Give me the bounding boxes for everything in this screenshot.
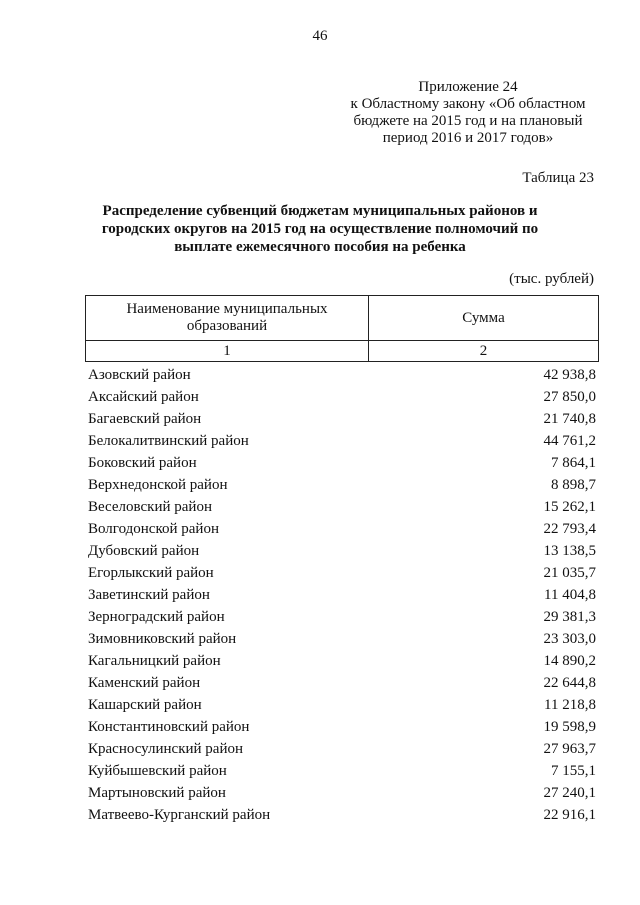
municipality-name: Зимовниковский район (88, 631, 237, 647)
page-number: 46 (312, 28, 328, 44)
appendix-line: к Областному закону «Об областном (350, 96, 586, 112)
municipality-name: Волгодонской район (88, 521, 219, 537)
municipality-name: Верхнедонской район (88, 477, 228, 493)
subvention-amount: 11 218,8 (544, 697, 596, 713)
table-row (88, 562, 596, 584)
municipality-name: Куйбышевский район (88, 763, 227, 779)
subvention-amount: 14 890,2 (543, 653, 596, 669)
municipality-name: Веселовский район (88, 499, 212, 515)
municipality-name: Азовский район (88, 367, 191, 383)
appendix-header (338, 79, 598, 147)
subvention-amount: 11 404,8 (544, 587, 596, 603)
municipality-name: Багаевский район (88, 411, 202, 427)
table-row (88, 672, 596, 694)
subvention-amount: 27 240,1 (543, 785, 596, 801)
table-row (88, 716, 596, 738)
table-row (88, 430, 596, 452)
column-number-1: 1 (86, 341, 369, 362)
subvention-amount: 7 155,1 (551, 763, 596, 779)
table-label: Таблица 23 (522, 170, 594, 186)
subvention-amount: 27 963,7 (543, 741, 596, 757)
table-row (88, 408, 596, 430)
municipality-name: Кагальницкий район (88, 653, 221, 669)
municipality-name: Заветинский район (88, 587, 210, 603)
municipality-name: Мартыновский район (88, 785, 226, 801)
table-row (88, 694, 596, 716)
subvention-amount: 21 035,7 (543, 565, 596, 581)
column-number-2: 2 (369, 341, 599, 362)
title-line: городских округов на 2015 год на осуществление полномочий по (101, 221, 539, 237)
column-header-sum: Сумма (369, 296, 599, 341)
municipality-name: Каменский район (88, 675, 201, 691)
column-header-name-line: Наименование муниципальных (126, 301, 328, 317)
subvention-amount: 19 598,9 (543, 719, 596, 735)
table-row (88, 496, 596, 518)
municipality-name: Зерноградский район (88, 609, 225, 625)
table-row (88, 540, 596, 562)
table-row (88, 364, 596, 386)
subvention-amount: 44 761,2 (543, 433, 596, 449)
table-row (88, 650, 596, 672)
table-row (88, 518, 596, 540)
subvention-amount: 21 740,8 (543, 411, 596, 427)
table-row (88, 474, 596, 496)
appendix-line: Приложение 24 (418, 79, 518, 95)
table-row (88, 760, 596, 782)
table-row (88, 606, 596, 628)
table-row (88, 804, 596, 826)
document-title (100, 202, 540, 256)
table-row (88, 386, 596, 408)
appendix-line: бюджете на 2015 год и на плановый (353, 113, 583, 129)
table-row (88, 782, 596, 804)
subvention-amount: 15 262,1 (543, 499, 596, 515)
subvention-amount: 23 303,0 (543, 631, 596, 647)
subvention-amount: 42 938,8 (543, 367, 596, 383)
units-label: (тыс. рублей) (509, 271, 594, 287)
municipality-name: Константиновский район (88, 719, 250, 735)
subvention-amount: 22 644,8 (543, 675, 596, 691)
table-row (88, 452, 596, 474)
column-header-name-line: образований (186, 318, 268, 334)
municipality-name: Аксайский район (88, 389, 199, 405)
subvention-amount: 27 850,0 (543, 389, 596, 405)
subvention-amount: 13 138,5 (543, 543, 596, 559)
table-row (88, 738, 596, 760)
municipality-name: Дубовский район (88, 543, 200, 559)
subvention-amount: 8 898,7 (551, 477, 596, 493)
subvention-amount: 29 381,3 (543, 609, 596, 625)
table-row (88, 584, 596, 606)
municipality-name: Белокалитвинский район (88, 433, 249, 449)
appendix-line: период 2016 и 2017 годов» (382, 130, 554, 146)
municipality-name: Егорлыкский район (88, 565, 214, 581)
table-header (85, 295, 599, 362)
title-line: выплате ежемесячного пособия на ребенка (174, 239, 466, 255)
subvention-amount: 22 793,4 (543, 521, 596, 537)
municipality-name: Красносулинский район (88, 741, 244, 757)
column-header-name (86, 296, 369, 341)
title-line: Распределение субвенций бюджетам муниципальных районов и (102, 203, 538, 219)
municipality-name: Боковский район (88, 455, 197, 471)
table-row (88, 628, 596, 650)
subvention-amount: 7 864,1 (551, 455, 596, 471)
subvention-amount: 22 916,1 (543, 807, 596, 823)
table-body (88, 364, 596, 826)
municipality-name: Матвеево-Курганский район (88, 807, 271, 823)
municipality-name: Кашарский район (88, 697, 202, 713)
